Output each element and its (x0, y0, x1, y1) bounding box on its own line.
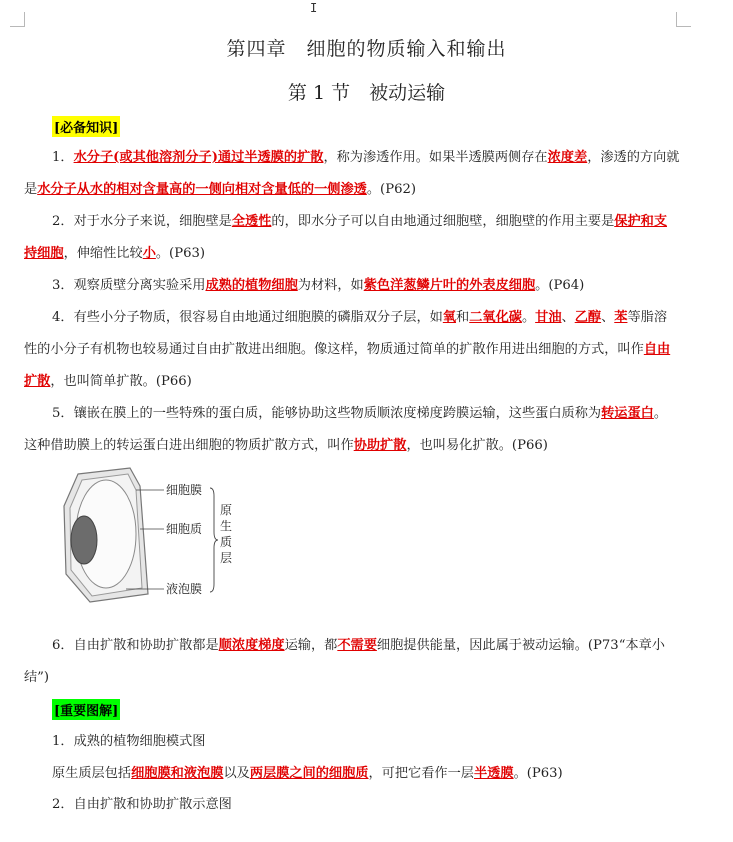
paragraph-6: 6．自由扩散和协助扩散都是顺浓度梯度运输，都不需要细胞提供能量，因此属于被动运输。(P73“本章小结”) (24, 638, 665, 685)
figure-item-2: 2．自由扩散和协助扩散示意图 (52, 797, 232, 812)
figure-item-1: 1．成熟的植物细胞模式图 (52, 734, 206, 749)
protoplast-brace (210, 488, 218, 592)
nucleus-shape (71, 516, 97, 564)
paragraph-1: 1．水分子(或其他溶剂分子)通过半透膜的扩散，称为渗透作用。如果半透膜两侧存在浓度差，渗透的方向就是水分子从水的相对含量高的一侧向相对含量低的一侧渗透。(P62) (24, 150, 680, 197)
paragraph-4: 4．有些小分子物质，很容易自由地通过细胞膜的磷脂双分子层，如氧和二氧化碳。甘油、乙醇、苯等脂溶性的小分子有机物也较易通过自由扩散进出细胞。像这样，物质通过简单的扩散作用进出细胞的方式，叫作自由扩散，也叫简单扩散。(P66) (24, 310, 671, 389)
text-cursor-icon: I (310, 1, 318, 15)
label-cell-membrane: 细胞膜 (166, 483, 203, 497)
important-figures-tag: [重要图解] (52, 699, 120, 720)
essential-knowledge-tag: [必备知识] (52, 116, 120, 137)
page-corner-mark (676, 12, 691, 27)
bracket-label-char: 质 (220, 535, 233, 549)
chapter-title: 第四章 细胞的物质输入和输出 (226, 38, 507, 60)
page-corner-mark (10, 12, 25, 27)
plant-cell-figure (60, 466, 250, 606)
bracket-label-char: 原 (220, 503, 233, 517)
label-cytoplasm: 细胞质 (166, 522, 203, 536)
paragraph-3: 3．观察质壁分离实验采用成熟的植物细胞为材料，如紫色洋葱鳞片叶的外表皮细胞。(P64) (52, 278, 585, 293)
label-vacuole-membrane: 液泡膜 (166, 582, 203, 596)
bracket-label-char: 生 (220, 519, 233, 533)
bracket-label-char: 层 (220, 551, 233, 565)
figure-item-1-text: 原生质层包括细胞膜和液泡膜以及两层膜之间的细胞质，可把它看作一层半透膜。(P63) (52, 766, 563, 781)
section-title: 第 1 节 被动运输 (287, 82, 446, 104)
paragraph-2: 2．对于水分子来说，细胞壁是全透性的，即水分子可以自由地通过细胞壁，细胞壁的作用主要是保护和支持细胞，伸缩性比较小。(P63) (24, 214, 668, 261)
paragraph-5: 5．镶嵌在膜上的一些特殊的蛋白质，能够协助这些物质顺浓度梯度跨膜运输，这些蛋白质称为转运蛋白。这种借助膜上的转运蛋白进出细胞的物质扩散方式，叫作协助扩散，也叫易化扩散。(P66) (24, 406, 668, 453)
